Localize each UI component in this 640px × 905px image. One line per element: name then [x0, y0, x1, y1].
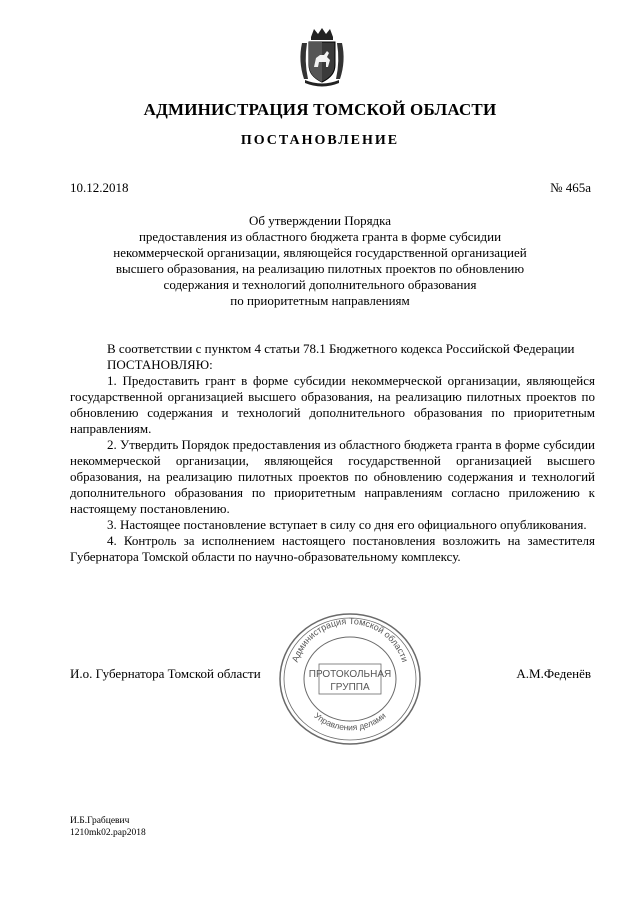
subject-line: некоммерческой организации, являющейся государственной организацией [113, 245, 527, 260]
document-number: № 465а [550, 180, 591, 195]
stamp-center-line-1: ПРОТОКОЛЬНАЯ [308, 669, 392, 680]
coat-of-arms-emblem [297, 27, 347, 89]
stamp-center-line-2: ГРУППА [330, 682, 370, 693]
item-paragraph-1: 1. Предоставить грант в форме субсидии некоммерческой организации, являющейся государственной организацией высшего образования, на реализацию пилотных проектов по обновлению содержания и технологий дополнительного образования по приоритетным направлениям. [70, 373, 595, 436]
subject-line: Об утверждении Порядка [248, 213, 392, 228]
subject-line: высшего образования, на реализацию пилотных проектов по обновлению [115, 261, 525, 276]
item-paragraph-2: 2. Утвердить Порядок предоставления из областного бюджета гранта в форме субсидии некоммерческой организации, являющейся государственной организацией высшего образования, на реализацию пилотных проектов по обновлению содержания и технологий дополнительного образования по приоритетным направлениям согласно приложению к настоящему постановлению. [70, 437, 595, 516]
subject-line: содержания и технологий дополнительного образования [163, 277, 477, 292]
subject-line: по приоритетным направлениям [230, 293, 410, 308]
footer-file-code: 1210mk02.pap2018 [70, 828, 146, 838]
subject-line: предоставления из областного бюджета гранта в форме субсидии [138, 229, 502, 244]
stamp-ring-text: Администрация Томской области [289, 615, 411, 664]
footer-author: И.Б.Грабцевич [70, 816, 130, 826]
document-date: 10.12.2018 [70, 180, 129, 195]
signatory-name: А.М.Феденёв [516, 666, 591, 681]
document-footer [70, 815, 146, 839]
document-type-heading: ПОСТАНОВЛЕНИЕ [240, 133, 400, 148]
organization-title: АДМИНИСТРАЦИЯ ТОМСКОЙ ОБЛАСТИ [143, 100, 497, 119]
signatory-title: И.о. Губернатора Томской области [70, 666, 261, 681]
preamble-paragraph: В соответствии с пунктом 4 статьи 78.1 Бюджетного кодекса Российской Федерации [107, 341, 575, 356]
document-subject [60, 213, 580, 309]
document-body [70, 341, 595, 565]
item-paragraph-3: 3. Настоящее постановление вступает в силу со дня его официального опубликования. [107, 517, 587, 532]
official-stamp [275, 610, 425, 748]
resolve-heading: ПОСТАНОВЛЯЮ: [107, 357, 213, 372]
stamp-bottom-text: Управления делами [312, 710, 388, 733]
item-paragraph-4: 4. Контроль за исполнением настоящего постановления возложить на заместителя Губернатора Томской области по научно-образовательному комплексу. [70, 533, 595, 564]
